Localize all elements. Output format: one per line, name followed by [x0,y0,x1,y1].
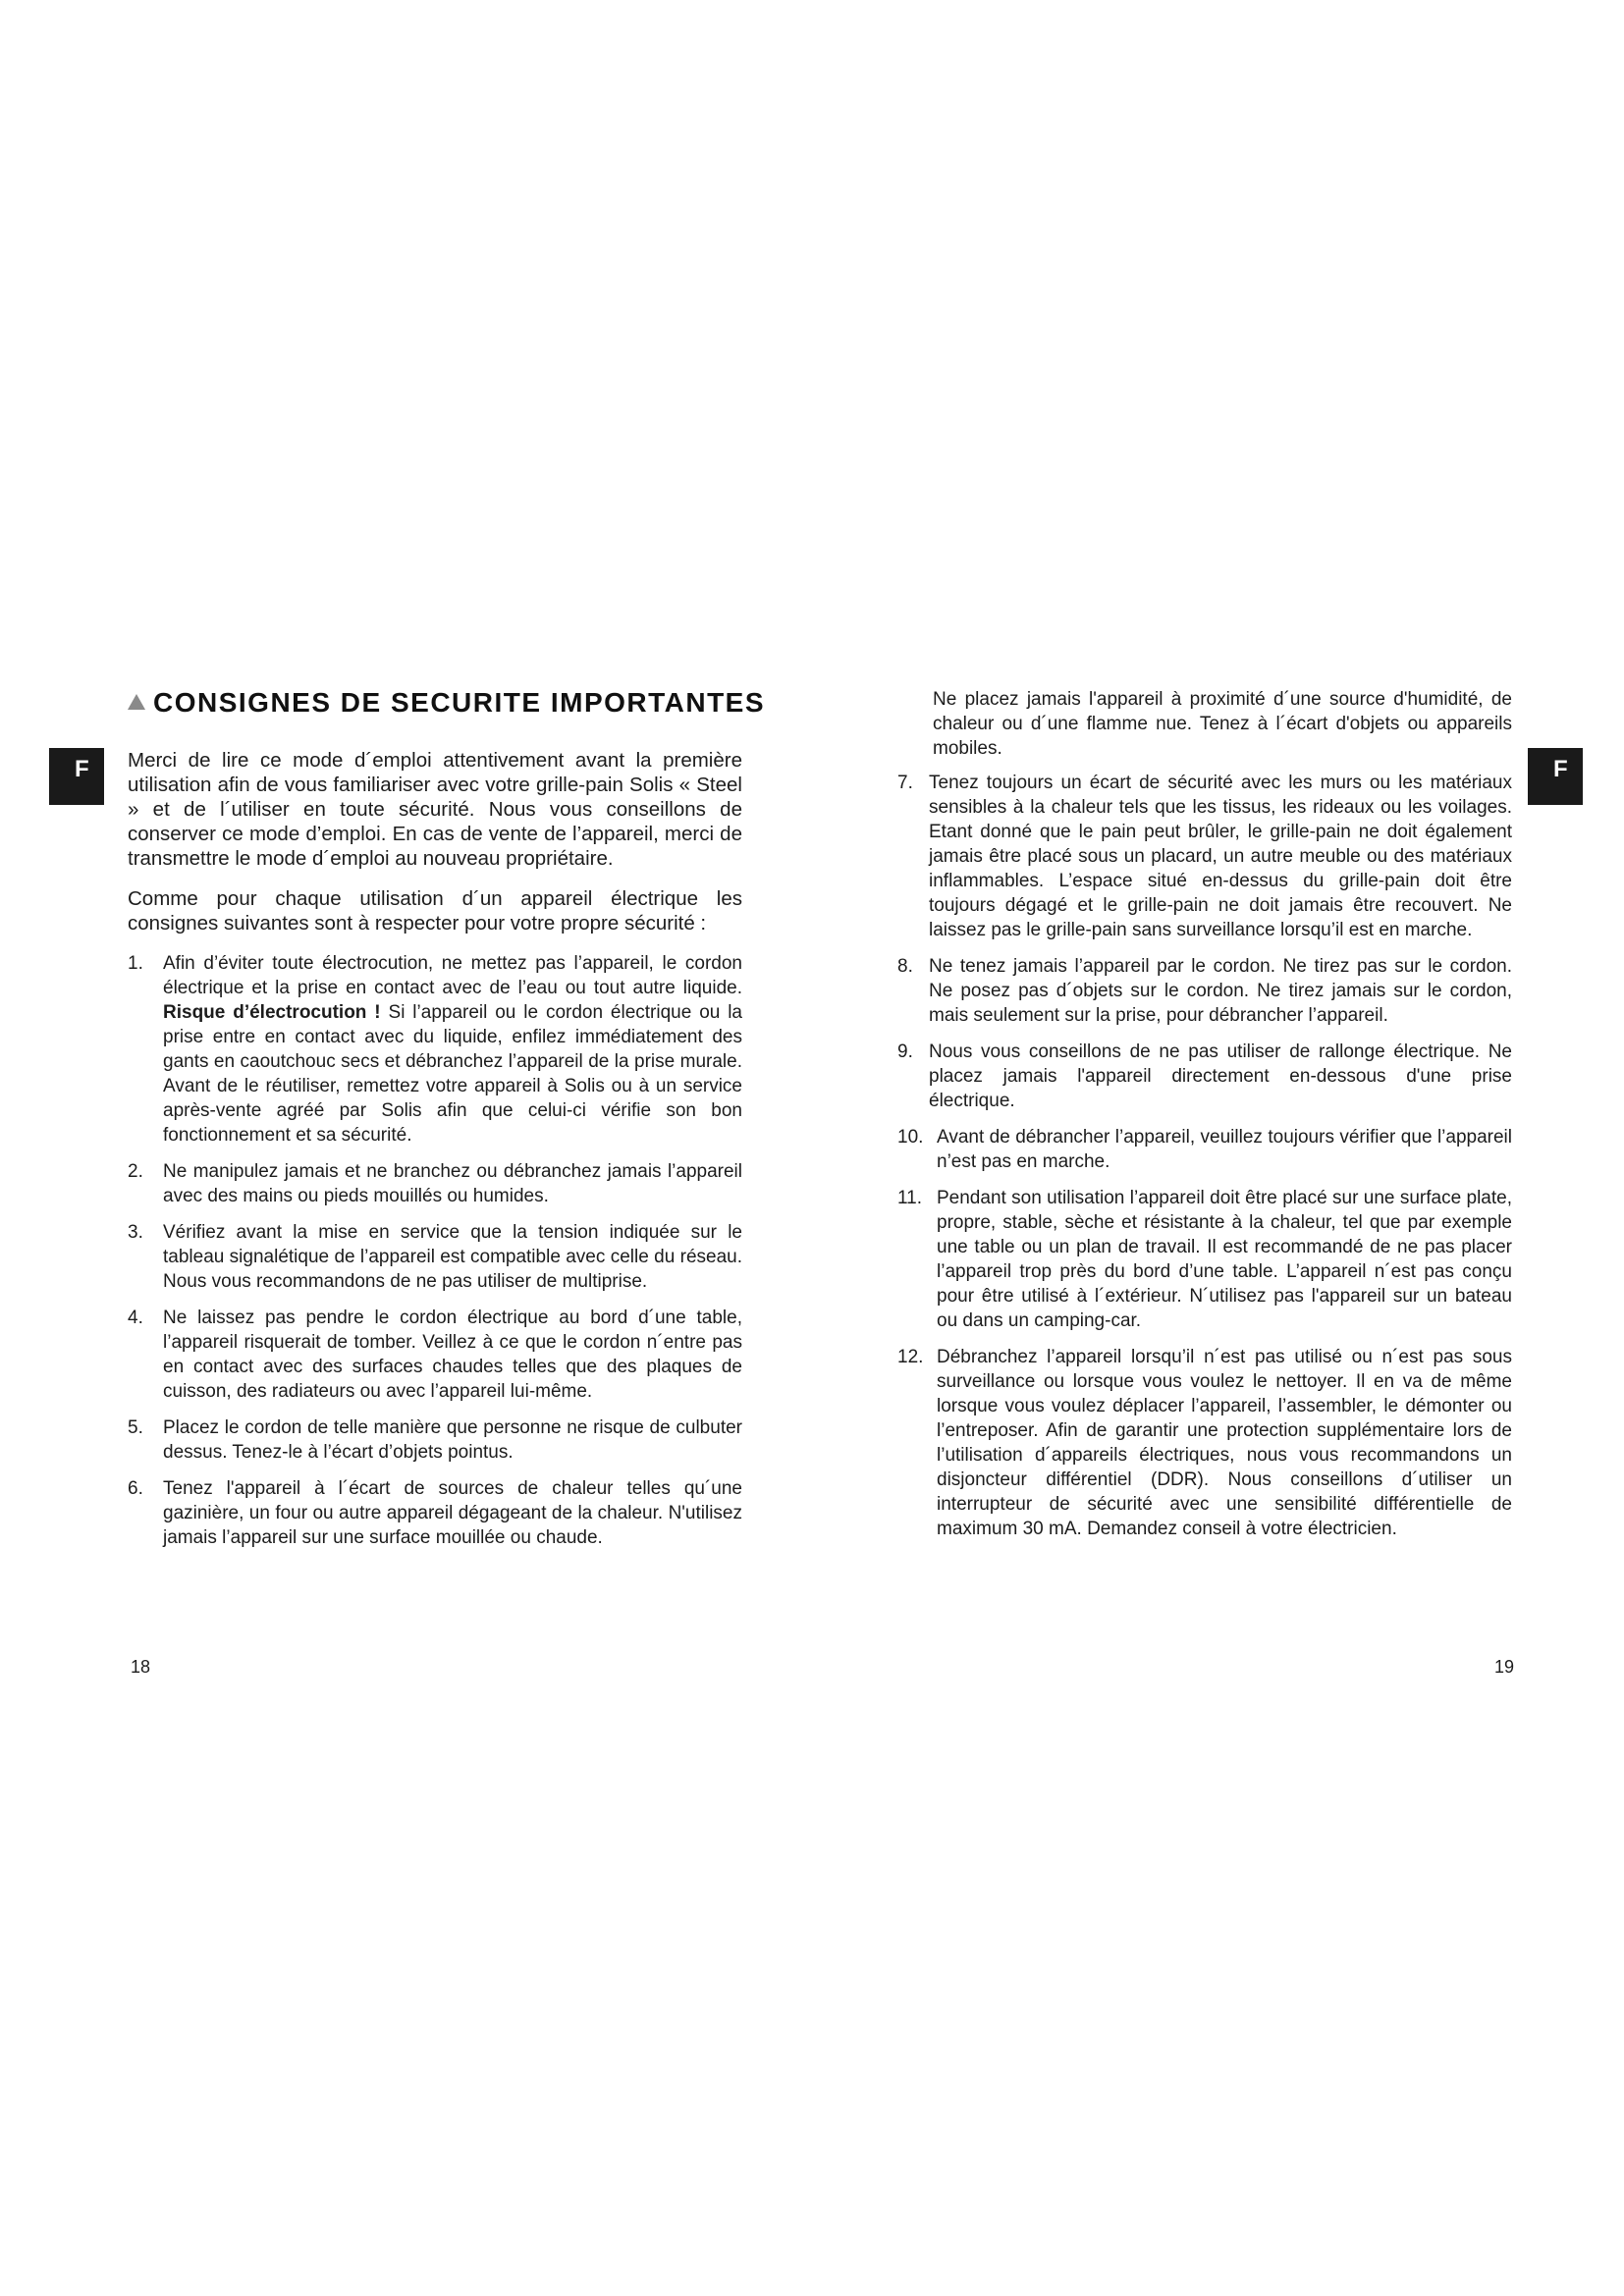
safety-list-right [897,771,1512,1541]
item-number: 5. [128,1417,143,1438]
warning-triangle-icon [128,694,145,710]
item-number: 12. [897,1347,924,1367]
electrocution-warning: Risque d’électrocution ! [163,1002,381,1023]
item-number: 2. [128,1161,143,1182]
list-item [128,1159,742,1208]
page-number-right: 19 [1494,1657,1515,1677]
section-heading [128,687,766,719]
intro-paragraph: Merci de lire ce mode d´emploi attentivement avant la première utilisation afin de vous familiariser avec votre grille-pain Solis « Steel » et de l´utiliser en toute sécurité. Nous vous conseillons de conserver ce mode d’emploi. En cas de vente de l’appareil, merci de transmettre le mode d´emploi au nouveau propriétaire. [128,749,742,870]
item-number: 8. [897,956,913,977]
item-text: Ne tenez jamais l’appareil par le cordon. Ne tirez pas sur le cordon. Ne posez pas d´objets sur le cordon. Ne tirez jamais sur le cordon, mais seulement sur la prise, pour débrancher l’appareil. [929,956,1512,1026]
item-number: 1. [128,953,143,974]
list-item [897,1125,1512,1174]
language-tab-left: F [49,748,104,805]
intro-paragraph-2: Comme pour chaque utilisation d´un appareil électrique les consignes suivantes sont à respecter pour votre propre sécurité : [128,887,742,934]
list-item [128,951,742,1148]
item-text: Nous vous conseillons de ne pas utiliser de rallonge électrique. Ne placez jamais l'appareil directement en-dessous d'une prise électrique. [929,1041,1512,1111]
item-number: 11. [897,1188,923,1208]
item-number: 9. [897,1041,913,1062]
item-text: Ne laissez pas pendre le cordon électrique au bord d´une table, l’appareil risquerait de tomber. Veillez à ce que le cordon n´entre pas en contact avec des surfaces chaudes telles que des plaques de cuisson, des radiateurs ou avec l’appareil lui-même. [163,1308,742,1402]
item-text: Débranchez l’appareil lorsqu’il n´est pas utilisé ou n´est pas sous surveillance ou lorsque vous voulez le nettoyer. Il en va de même lorsque vous voulez déplacer l’appareil, l’assembler, le démonter ou l’entreposer. Afin de garantir une protection supplémentaire lors de l’utilisation d´appareils électriques, nous vous recommandons un disjoncteur différentiel (DDR). Nous conseillons d´utiliser un interrupteur de sécurité avec une sensibilité différentielle de maximum 30 mA. Demandez conseil à votre électricien. [937,1347,1512,1539]
item-number: 10. [897,1127,924,1148]
item-text: Ne manipulez jamais et ne branchez ou débranchez jamais l’appareil avec des mains ou pieds mouillés ou humides. [163,1161,742,1206]
list-item [128,1476,742,1550]
list-item [897,954,1512,1028]
language-tab-right: F [1528,748,1583,805]
safety-list-left [128,951,742,1550]
list-item [897,1186,1512,1333]
heading-text: CONSIGNES DE SECURITE IMPORTANTES [153,687,766,718]
item-text: Pendant son utilisation l’appareil doit être placé sur une surface plate, propre, stable, sèche et résistante à la chaleur, tel que par exemple une table ou un plan de travail. Il est recommandé de ne pas placer l’appareil trop près du bord d’une table. L’appareil n´est pas conçu pour être utilisé à l´extérieur. N´utilisez pas l'appareil sur un bateau ou dans un camping-car. [937,1188,1512,1331]
item-text: Si l’appareil ou le cordon électrique ou la prise entre en contact avec du liquide, enfilez immédiatement des gants en caoutchouc secs et débranchez l’appareil de la prise murale. Avant de le réutiliser, remettez votre appareil à Solis ou à un service après-vente agréé par Solis afin que celui-ci vérifie son bon fonctionnement et sa sécurité. [163,1002,742,1146]
list-item [128,1415,742,1465]
continued-paragraph: Ne placez jamais l'appareil à proximité d´une source d'humidité, de chaleur ou d´une flamme nue. Tenez à l´écart d'objets ou appareils mobiles. [933,689,1512,759]
left-page-column [128,687,766,1562]
list-item [897,1040,1512,1113]
item-text: Placez le cordon de telle manière que personne ne risque de culbuter dessus. Tenez-le à l’écart d’objets pointus. [163,1417,742,1463]
item-text: Tenez l'appareil à l´écart de sources de chaleur telles qu´une gazinière, un four ou autre appareil dégageant de la chaleur. N'utilisez jamais l’appareil sur une surface mouillée ou chaude. [163,1478,742,1548]
item-number: 6. [128,1478,143,1499]
item-text: Avant de débrancher l’appareil, veuillez toujours vérifier que l’appareil n’est pas en marche. [937,1127,1512,1172]
list-item [897,771,1512,942]
list-item [128,1306,742,1404]
item-number: 3. [128,1222,143,1243]
right-page-column [897,687,1512,1553]
item-number: 4. [128,1308,143,1328]
item-text: Vérifiez avant la mise en service que la tension indiquée sur le tableau signalétique de l’appareil est compatible avec celle du réseau. Nous vous recommandons de ne pas utiliser de multiprise. [163,1222,742,1292]
page-number-left: 18 [131,1657,151,1677]
item-text: Tenez toujours un écart de sécurité avec les murs ou les matériaux sensibles à la chaleur tels que les tissus, les rideaux ou les voilages. Etant donné que le pain peut brûler, le grille-pain ne doit également jamais être placé sous un placard, un autre meuble ou des matériaux inflammables. L’espace situé en-dessus du grille-pain doit être toujours dégagé et le grille-pain ne doit jamais être recouvert. Ne laissez pas le grille-pain sans surveillance lorsqu’il est en marche. [929,773,1512,940]
item-number: 7. [897,773,913,793]
list-item [128,1220,742,1294]
list-item [897,1345,1512,1541]
item-text: Afin d’éviter toute électrocution, ne mettez pas l’appareil, le cordon électrique et la prise en contact avec de l’eau ou tout autre liquide. [163,953,742,998]
